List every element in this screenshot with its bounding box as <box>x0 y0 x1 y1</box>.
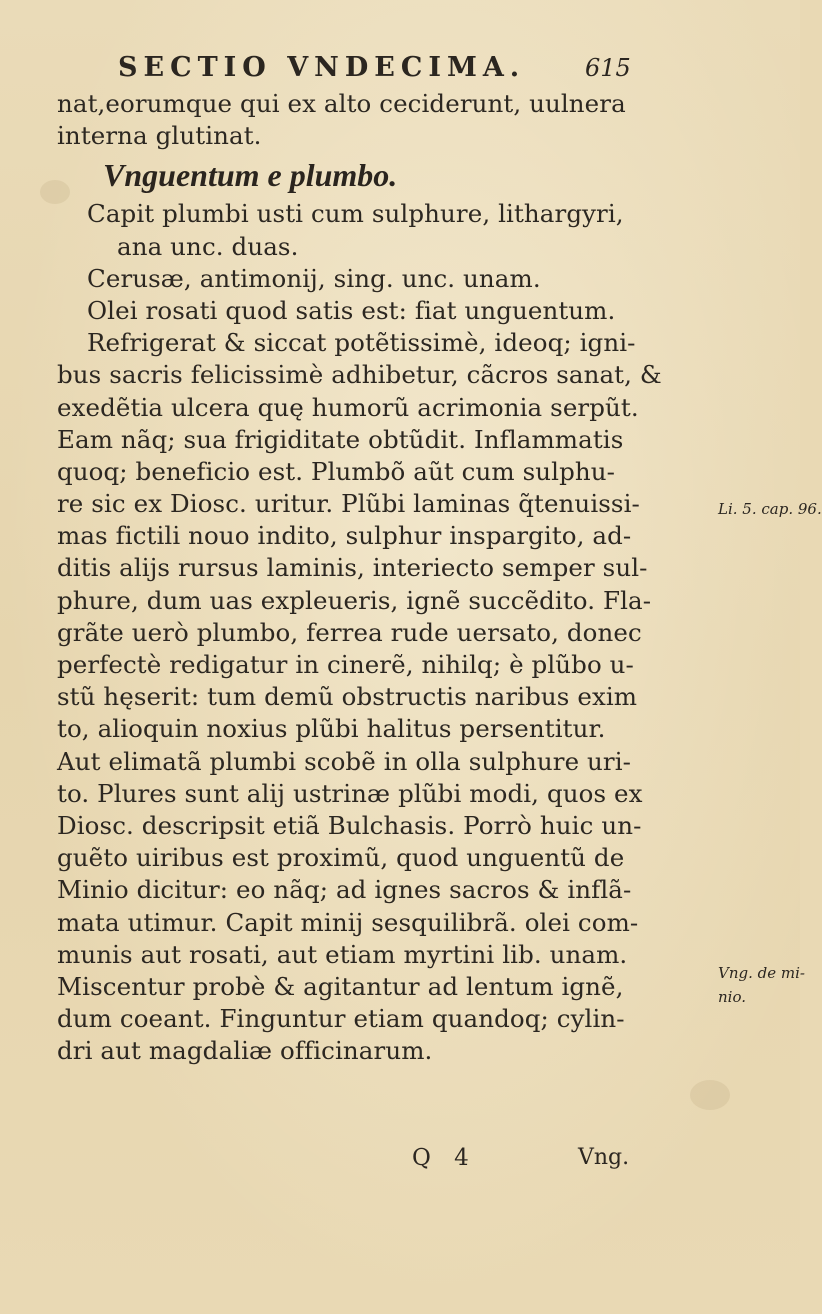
text-line: bus sacris felicissimè adhibetur, cãcros sanat, & <box>57 360 662 390</box>
text-line: Minio dicitur: eo nãq; ad ignes sacros & inflã- <box>57 875 632 905</box>
recipe-line: Capit plumbi usti cum sulphure, lithargyri, <box>87 199 624 229</box>
text-line: phure, dum uas expleueris, ignẽ succẽdito. Fla- <box>57 585 652 615</box>
text-line: guẽto uiribus est proximũ, quod unguentũ de <box>57 843 625 873</box>
section-title: Vnguentum e plumbo. <box>103 157 398 194</box>
text-line: quoq; beneficio est. Plumbõ aũt cum sulphu- <box>57 456 615 486</box>
text-line: ditis alijs rursus laminis, interiecto semper sul- <box>57 553 648 583</box>
paper-stain <box>690 1080 730 1110</box>
page-number: 615 <box>585 54 631 82</box>
catchword: Vng. <box>578 1145 630 1170</box>
text-line: Aut elimatã plumbi scobẽ in olla sulphure uri- <box>57 746 632 776</box>
text-line: Refrigerat & siccat potẽtissimè, ideoq; igni- <box>87 328 636 358</box>
text-line: perfectè redigatur in cinerẽ, nihilq; è plũbo u- <box>57 650 634 679</box>
running-head: SECTIO VNDECIMA. <box>118 52 526 83</box>
text-line: Miscentur probè & agitantur ad lentum ignẽ, <box>57 971 624 1001</box>
margin-note-dioscorides: Li. 5. cap. 96. <box>718 500 822 518</box>
recipe-line: Cerusæ, antimonij, sing. unc. unam. <box>87 263 541 293</box>
page-footer <box>0 1145 800 1175</box>
text-line: stũ hęserit: tum demũ obstructis naribus exim <box>57 682 638 712</box>
margin-note-minium-cont: nio. <box>718 988 746 1006</box>
text-line: munis aut rosati, aut etiam myrtini lib. unam. <box>57 939 628 969</box>
text-line: exedẽtia ulcera quę humorũ acrimonia serpũt. <box>57 392 639 422</box>
recipe-line: Olei rosati quod satis est: fiat unguentum. <box>87 295 616 325</box>
text-line: to. Plures sunt alij ustrinæ plũbi modi, quos ex <box>57 778 643 808</box>
main-text <box>57 88 717 1067</box>
signature-mark: Q 4 <box>412 1145 477 1171</box>
recipe-line: ana unc. duas. <box>117 231 299 261</box>
text-line: Eam nãq; sua frigiditate obtũdit. Inflammatis <box>57 424 624 454</box>
text-line: Diosc. descripsit etiã Bulchasis. Porrò huic un- <box>57 810 642 840</box>
text-line: mata utimur. Capit minij sesquilibrã. olei com- <box>57 907 639 937</box>
text-line: mas fictili nouo indito, sulphur inspargito, ad- <box>57 521 632 551</box>
text-line: to, alioquin noxius plũbi halitus persentitur. <box>57 714 606 744</box>
text-line: grãte uerò plumbo, ferrea rude uersato, donec <box>57 617 642 647</box>
text-line: dri aut magdaliæ officinarum. <box>57 1036 433 1066</box>
text-line: interna glutinat. <box>57 121 262 151</box>
text-line: dum coeant. Finguntur etiam quandoq; cylin- <box>57 1004 625 1034</box>
margin-note-minium: Vng. de mi- <box>718 964 805 982</box>
page-header <box>0 52 800 92</box>
text-line: nat,eorumque qui ex alto ceciderunt, uulnera <box>57 89 626 118</box>
text-line: re sic ex Diosc. uritur. Plũbi laminas q̃tenuissi- <box>57 489 640 519</box>
